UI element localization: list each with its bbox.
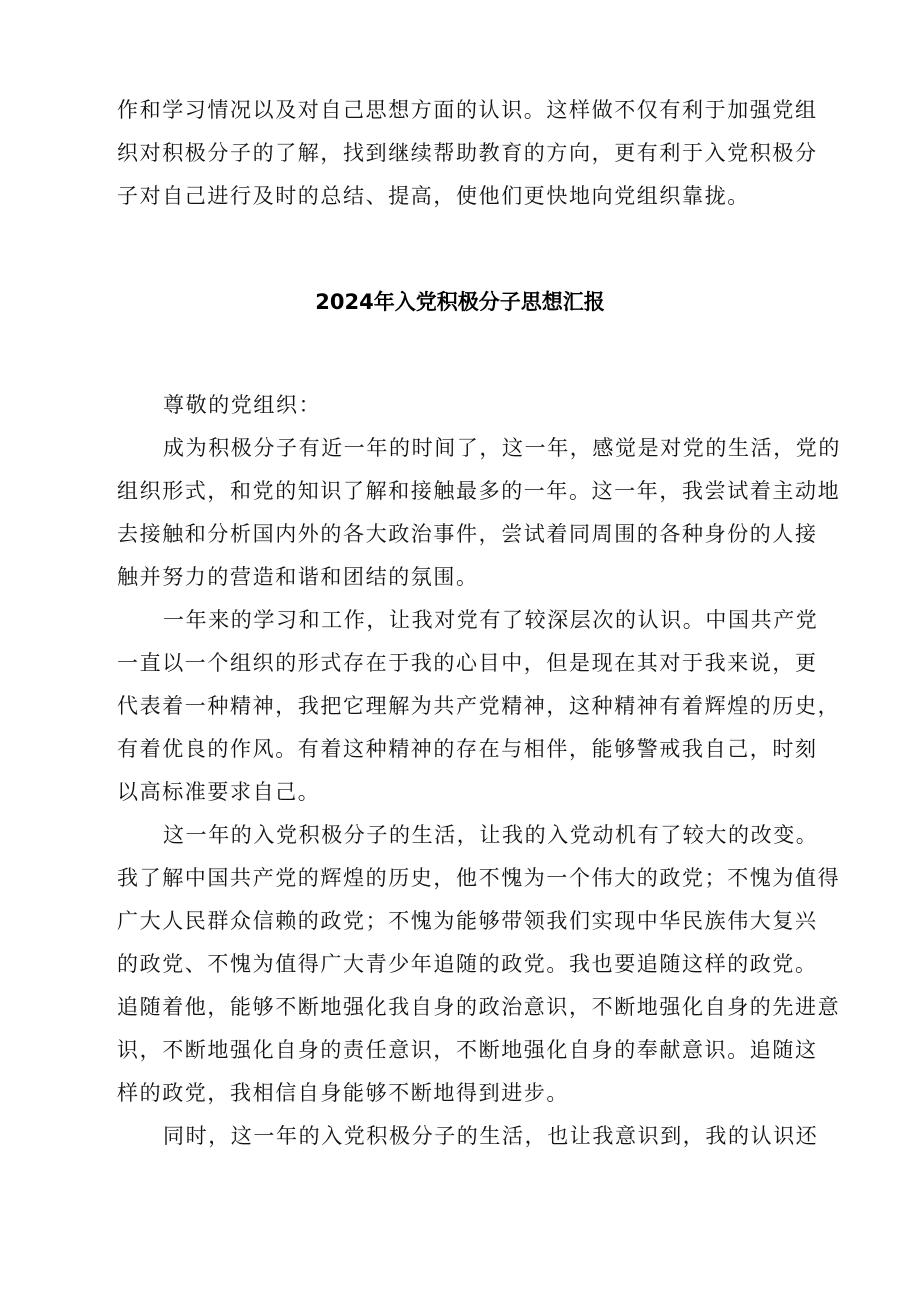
para3-line-5: 追随着他，能够不断地强化我自身的政治意识，不断地强化自身的先进意	[117, 995, 841, 1019]
para3-line-2: 我了解中国共产党的辉煌的历史，他不愧为一个伟大的政党；不愧为值得	[117, 866, 841, 890]
intro-line-2: 织对积极分子的了解，找到继续帮助教育的方向，更有利于入党积极分	[117, 141, 818, 165]
para3-line-7: 样的政党，我相信自身能够不断地得到进步。	[117, 1081, 569, 1105]
para2-line-1: 一年来的学习和工作，让我对党有了较深层次的认识。中国共产党	[163, 608, 819, 632]
para2-line-3: 代表着一种精神，我把它理解为共产党精神，这种精神有着辉煌的历史，	[117, 694, 841, 718]
para2-line-4: 有着优良的作风。有着这种精神的存在与相伴，能够警戒我自己，时刻	[117, 737, 818, 761]
para4-line-1: 同时，这一年的入党积极分子的生活，也让我意识到，我的认识还	[163, 1124, 819, 1148]
intro-line-1: 作和学习情况以及对自己思想方面的认识。这样做不仅有利于加强党组	[117, 98, 818, 122]
para3-line-4: 的政党、不愧为值得广大青少年追随的政党。我也要追随这样的政党。	[117, 952, 818, 976]
para3-line-1: 这一年的入党积极分子的生活，让我的入党动机有了较大的改变。	[163, 823, 819, 847]
para1-line-3: 去接触和分析国内外的各大政治事件，尝试着同周围的各种身份的人接	[117, 522, 818, 546]
para1-line-2: 组织形式，和党的知识了解和接触最多的一年。这一年，我尝试着主动地	[117, 479, 841, 503]
para3-line-3: 广大人民群众信赖的政党；不愧为能够带领我们实现中华民族伟大复兴	[117, 909, 818, 933]
para3-line-6: 识，不断地强化自身的责任意识，不断地强化自身的奉献意识。追随这	[117, 1038, 818, 1062]
para1-line-1: 成为积极分子有近一年的时间了，这一年，感觉是对党的生活，党的	[163, 436, 841, 460]
intro-line-3: 子对自己进行及时的总结、提高，使他们更快地向党组织靠拢。	[117, 184, 750, 208]
para2-line-2: 一直以一个组织的形式存在于我的心目中，但是现在其对于我来说，更	[117, 651, 818, 675]
salutation: 尊敬的党组织：	[163, 393, 322, 417]
para1-line-4: 触并努力的营造和谐和团结的氛围。	[117, 565, 479, 589]
para2-line-5: 以高标准要求自己。	[117, 780, 321, 804]
document-title: 2024年入党积极分子思想汇报	[315, 290, 605, 314]
